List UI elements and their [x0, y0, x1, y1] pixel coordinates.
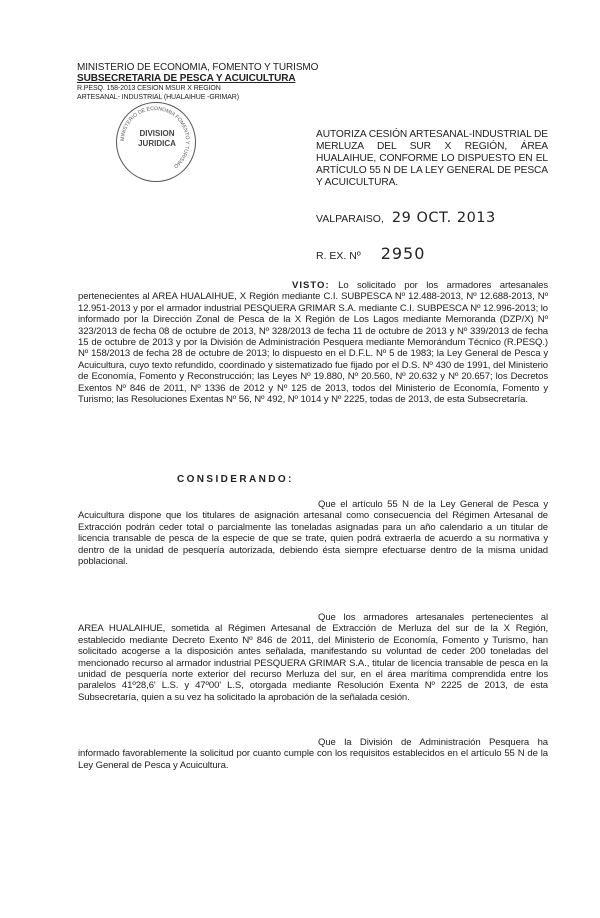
stamp-line-2: JURIDICA: [138, 139, 176, 148]
considerando-paragraph-2: Que los armadores artesanales pertenecientes al AREA HUALAIHUE, sometida al Régimen Artesanal de Extracción de Merluza del sur de la X Región, establecido mediante Decreto Exento Nº 846 de 2011, del Ministerio de Economía, Fomento y Turismo, han solicitado acogerse a la disposición antes señalada, manifestando su voluntad de ceder 200 toneladas del mencionado recurso al armador industrial PESQUERA GRIMAR S.A., titular de licencia transable de pesca en la unidad de pesquería norte exterior del recurso Merluza del sur, en el área marítima comprendida entre los paralelos 41º28,6' L.S. y 47º00' L.S, otorgada mediante Resolución Exenta Nº 2225 de 2013, de esta Subsecretaría, quien a su vez ha solicitado la aprobación de la señalada cesión.: [78, 612, 548, 703]
letterhead: [77, 62, 318, 102]
visto-lead: VISTO:: [292, 280, 330, 291]
date-stamp: 29 OCT. 2013: [391, 210, 496, 226]
considerando-paragraph-1: Que el artículo 55 N de la Ley General de Pesca y Acuicultura dispone que los titulares de asignación artesanal como consecuencia del Régimen Artesanal de Extracción podrán ceder total o parcialmente las toneladas asignadas para un año calendario a un titular de licencia transable de pesca de la especie de que se trate, quien podrá extraerla de acuerdo a su normativa y dentro de la unidad de pesquería autorizada, debiendo ésta siempre efectuarse dentro de la misma unidad poblacional.: [78, 499, 548, 568]
division-juridica-stamp: [116, 102, 196, 182]
stamp-line-1: DIVISION: [139, 129, 175, 138]
considerando-paragraph-3: Que la División de Administración Pesquera ha informado favorablemente la solicitud por cuanto cumple con los requisitos establecidos en el artículo 55 N de la Ley General de Pesca y Acuicultura.: [78, 737, 548, 771]
subsecretaria-name: SUBSECRETARIA DE PESCA Y ACUICULTURA: [77, 73, 296, 84]
visto-paragraph: [78, 280, 548, 405]
visto-text: Lo solicitado por los armadores artesanales pertenecientes al AREA HUALAIHUE, X Región mediante C.I. SUBPESCA Nº 12.488-2013, Nº 12.688-2013, Nº 12.951-2013 y por el armador industrial PESQUERA GRIMAR S.A. mediante C.I. SUBPESCA Nº 12.996-2013; lo informado por la Dirección Zonal de Pesca de la X Región de Los Lagos mediante Memoranda (DZP/X) Nº 323/2013 de fecha 08 de octubre de 2013, Nº 328/2013 de fecha 11 de octubre de 2013 y Nº 339/2013 de fecha 15 de octubre de 2013 y por la División de Administración Pesquera mediante Memorándum Técnico (R.PESQ.) Nº 158/2013 de fecha 28 de octubre de 2013; lo dispuesto en el D.F.L. Nº 5 de 1983; la Ley General de Pesca y Acuicultura, cuyo texto refundido, coordinado y sistematizado fue fijado por el D.S. Nº 430 de 1991, del Ministerio de Economía, Fomento y Reconstrucción; las Leyes Nº 19.880, Nº 20.560, Nº 20.632 y Nº 20.657; los Decretos Exentos Nº 846 de 2011, Nº 1336 de 2012 y Nº 125 de 2013, todos del Ministerio de Economía, Fomento y Turismo; las Resoluciones Exentas Nº 56, Nº 492, Nº 1014 y Nº 2225, todas de 2013, de esta Subsecretaría.: [78, 280, 549, 406]
reference-line-2: ARTESANAL- INDUSTRIAL (HUALAIHUE -GRIMAR): [77, 94, 239, 101]
resolution-label: R. EX. Nº: [316, 250, 361, 262]
city: VALPARAISO,: [316, 213, 384, 225]
resolution-number-block: [316, 244, 425, 263]
ministry-name: MINISTERIO DE ECONOMIA, FOMENTO Y TURISMO: [77, 62, 319, 73]
resolution-subject: AUTORIZA CESIÓN ARTESANAL-INDUSTRIAL DE MERLUZA DEL SUR X REGIÓN, ÁREA HUALAIHUE, CONFORME LO DISPUESTO EN EL ARTÍCULO 55 N DE LA LEY GENERAL DE PESCA Y ACUICULTURA.: [316, 129, 548, 188]
svg-text:MINISTERIO DE ECONOMIA FOMENTO: MINISTERIO DE ECONOMIA FOMENTO Y TURISMO: [119, 105, 191, 169]
stamp-center: [137, 129, 177, 149]
reference-line-1: R.PESQ. 158-2013 CESION MSUR X REGION: [77, 85, 221, 92]
resolution-number: 2950: [380, 244, 426, 263]
place-date: [316, 210, 496, 226]
considerando-heading: CONSIDERANDO:: [177, 474, 294, 485]
